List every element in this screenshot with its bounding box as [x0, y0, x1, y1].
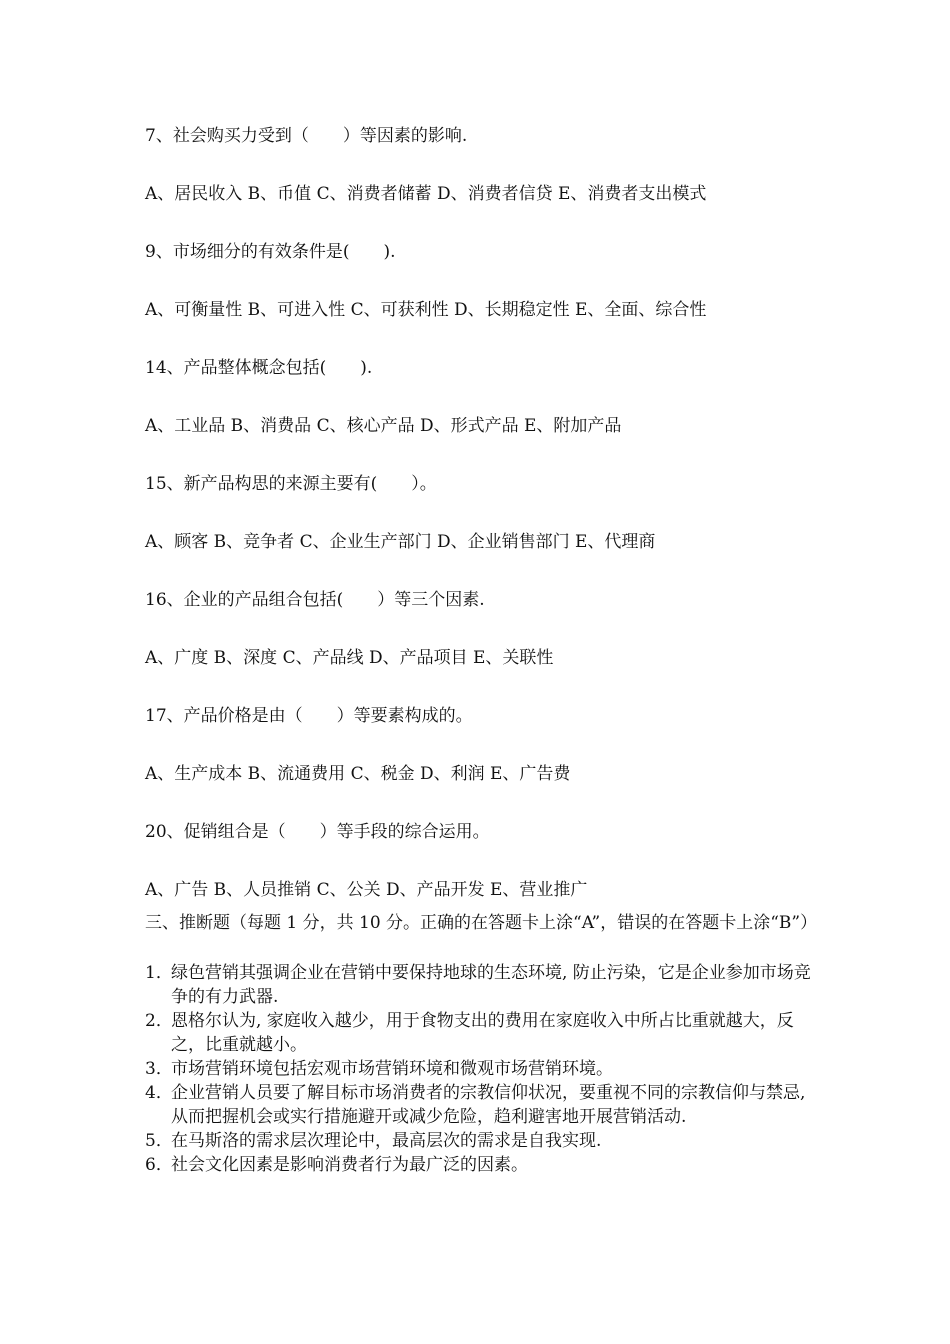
question-7-options: A、居民收入 B、币值 C、消费者储蓄 D、消费者信贷 E、消费者支出模式 — [145, 184, 707, 204]
judgment-item — [145, 1153, 813, 1177]
question-20-stem: 20、促销组合是（ ）等手段的综合运用。 — [145, 822, 490, 842]
section-3-heading: 三、推断题（每题 1 分，共 10 分。正确的在答题卡上涂“A”，错误的在答题卡上涂“B”） — [145, 913, 818, 933]
judgment-text: 在马斯洛的需求层次理论中，最高层次的需求是自我实现. — [171, 1131, 602, 1151]
judgment-item — [145, 961, 813, 1009]
judgment-number: 6． — [145, 1155, 173, 1175]
judgment-item — [145, 1129, 813, 1153]
judgment-item — [145, 1081, 813, 1129]
judgment-list — [145, 961, 813, 1177]
judgment-text: 绿色营销其强调企业在营销中要保持地球的生态环境, 防止污染，它是企业参加市场竞争的有力武器. — [171, 963, 811, 1007]
question-16-options: A、广度 B、深度 C、产品线 D、产品项目 E、关联性 — [145, 648, 554, 668]
judgment-item — [145, 1009, 813, 1057]
question-9-stem: 9、市场细分的有效条件是( ). — [145, 242, 396, 262]
question-9-options: A、可衡量性 B、可进入性 C、可获利性 D、长期稳定性 E、全面、综合性 — [145, 300, 707, 320]
judgment-text: 社会文化因素是影响消费者行为最广泛的因素。 — [171, 1155, 528, 1175]
question-17-stem: 17、产品价格是由（ ）等要素构成的。 — [145, 706, 473, 726]
judgment-number: 5． — [145, 1131, 173, 1151]
question-17-options: A、生产成本 B、流通费用 C、税金 D、利润 E、广告费 — [145, 764, 571, 784]
judgment-text: 企业营销人员要了解目标市场消费者的宗教信仰状况，要重视不同的宗教信仰与禁忌, 从而把握机会或实行措施避开或减少危险，趋利避害地开展营销活动. — [171, 1083, 806, 1127]
judgment-number: 1． — [145, 963, 173, 983]
question-20-options: A、广告 B、人员推销 C、公关 D、产品开发 E、营业推广 — [145, 880, 588, 900]
judgment-item — [145, 1057, 813, 1081]
question-14-options: A、工业品 B、消费品 C、核心产品 D、形式产品 E、附加产品 — [145, 416, 622, 436]
question-14-stem: 14、产品整体概念包括( ). — [145, 358, 373, 378]
judgment-number: 4． — [145, 1083, 173, 1103]
question-16-stem: 16、企业的产品组合包括( ）等三个因素. — [145, 590, 485, 610]
judgment-number: 3． — [145, 1059, 173, 1079]
judgment-number: 2． — [145, 1011, 173, 1031]
question-7-stem: 7、社会购买力受到（ ）等因素的影响. — [145, 126, 468, 146]
question-15-stem: 15、新产品构思的来源主要有( ）。 — [145, 474, 437, 494]
judgment-text: 恩格尔认为, 家庭收入越少，用于食物支出的费用在家庭收入中所占比重就越大，反之，比重就越小。 — [171, 1011, 794, 1055]
judgment-text: 市场营销环境包括宏观市场营销环境和微观市场营销环境。 — [171, 1059, 613, 1079]
question-15-options: A、顾客 B、竞争者 C、企业生产部门 D、企业销售部门 E、代理商 — [145, 532, 656, 552]
